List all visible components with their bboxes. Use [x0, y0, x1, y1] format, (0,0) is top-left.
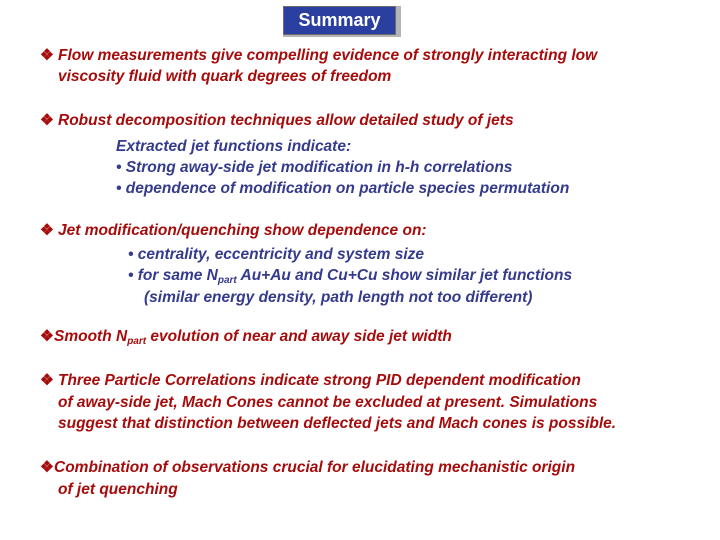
- title-box: [283, 6, 401, 37]
- bullet-2-sub-2: • Strong away-side jet modification in h-h correlations: [116, 159, 513, 176]
- bullet-5-line-2: of away-side jet, Mach Cones cannot be excluded at present. Simulations: [58, 394, 598, 411]
- page-title: Summary: [283, 6, 396, 35]
- bullet-1-line-1: ❖ Flow measurements give compelling evidence of strongly interacting low: [40, 47, 598, 64]
- diamond-bullet-icon: ❖: [40, 47, 54, 64]
- diamond-bullet-icon: ❖: [40, 459, 54, 476]
- bullet-3-sub-3: (similar energy density, path length not too different): [144, 289, 533, 306]
- diamond-bullet-icon: ❖: [40, 112, 54, 129]
- bullet-6-line-2: of jet quenching: [58, 481, 178, 498]
- diamond-bullet-icon: ❖: [40, 372, 54, 389]
- bullet-2-line-1: ❖ Robust decomposition techniques allow detailed study of jets: [40, 112, 514, 129]
- bullet-3-line-1: ❖ Jet modification/quenching show dependence on:: [40, 222, 427, 239]
- bullet-5-line-3: suggest that distinction between deflected jets and Mach cones is possible.: [58, 415, 617, 432]
- bullet-2-sub-3: • dependence of modification on particle species permutation: [116, 180, 570, 197]
- bullet-3-sub-1: • centrality, eccentricity and system size: [128, 246, 425, 263]
- bullet-3-sub-2: • for same $N_{part}$ Au+Au and Cu+Cu show similar jet functions: [128, 267, 573, 286]
- bullet-6-line-1: ❖Combination of observations crucial for elucidating mechanistic origin: [40, 459, 576, 476]
- diamond-bullet-icon: ❖: [40, 328, 54, 345]
- diamond-bullet-icon: ❖: [40, 222, 54, 239]
- bullet-5-line-1: ❖ Three Particle Correlations indicate strong PID dependent modification: [40, 372, 581, 389]
- bullet-4-line-1: ❖Smooth $N_{part}$ evolution of near and away side jet width: [40, 328, 452, 347]
- bullet-1-line-2: viscosity fluid with quark degrees of freedom: [58, 68, 392, 85]
- bullet-2-sub-1: Extracted jet functions indicate:: [116, 138, 352, 155]
